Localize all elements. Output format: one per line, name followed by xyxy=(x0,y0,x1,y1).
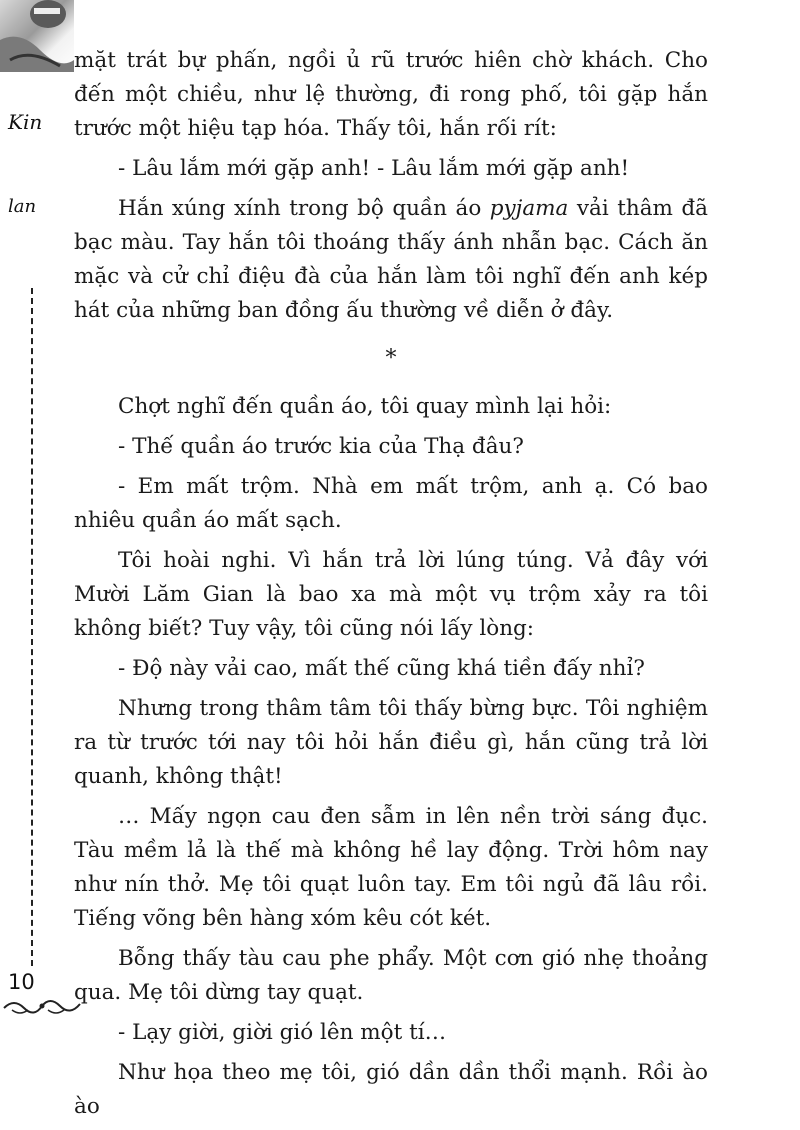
margin-note-2: lan xyxy=(8,196,37,217)
paragraph: - Thế quần áo trước kia của Thạ đâu? xyxy=(118,434,524,459)
paragraph: … Mấy ngọn cau đen sẫm in lên nền trời sáng đục. Tàu mềm lả là thế mà không hề lay động. Trời hôm nay như nín thở. Mẹ tôi quạt luôn tay. Em tôi ngủ đã lâu rồi. Tiếng võng bên hàng xóm kêu cót két. xyxy=(74,804,708,931)
page-number: 10 xyxy=(8,970,35,994)
paragraph: Bỗng thấy tàu cau phe phẩy. Một cơn gió nhẹ thoảng qua. Mẹ tôi dừng tay quạt. xyxy=(74,946,708,1005)
paragraph: Hắn xúng xính trong bộ quần áo pyjama vải thâm đã bạc màu. Tay hắn tôi thoáng thấy ánh nhẫn bạc. Cách ăn mặc và cử chỉ điệu đà của hắn làm tôi nghĩ đến anh kép hát của những ban đồng ấu thường về diễn ở đây. xyxy=(74,196,708,323)
italic-word: pyjama xyxy=(489,196,569,221)
corner-photo xyxy=(0,0,74,72)
paragraph: Như họa theo mẹ tôi, gió dần dần thổi mạnh. Rồi ào ào xyxy=(74,1060,708,1119)
paragraph: - Em mất trộm. Nhà em mất trộm, anh ạ. Có bao nhiêu quần áo mất sạch. xyxy=(74,474,708,533)
section-separator: * xyxy=(385,346,397,371)
paragraph: - Lâu lắm mới gặp anh! - Lâu lắm mới gặp anh! xyxy=(118,156,630,181)
paragraph: Nhưng trong thâm tâm tôi thấy bừng bực. Tôi nghiệm ra từ trước tới nay tôi hỏi hắn điều gì, hắn cũng trả lời quanh, không thật! xyxy=(74,696,708,789)
paragraph: Tôi hoài nghi. Vì hắn trả lời lúng túng. Vả đây với Mười Lăm Gian là bao xa mà một vụ trộm xảy ra tôi không biết? Tuy vậy, tôi cũng nói lấy lòng: xyxy=(74,548,708,641)
paragraph: mặt trát bự phấn, ngồi ủ rũ trước hiên chờ khách. Cho đến một chiều, như lệ thường, đi rong phố, tôi gặp hắn trước một hiệu tạp hóa. Thấy tôi, hắn rối rít: xyxy=(74,48,708,141)
paragraph: Chợt nghĩ đến quần áo, tôi quay mình lại hỏi: xyxy=(118,394,612,419)
body-text xyxy=(74,44,708,1130)
margin-dashed-line xyxy=(31,288,33,966)
paragraph: - Độ này vải cao, mất thế cũng khá tiền đấy nhỉ? xyxy=(118,656,645,681)
paragraph: - Lạy giời, giời gió lên một tí… xyxy=(118,1020,447,1045)
ornament-icon xyxy=(2,996,82,1022)
margin-note-1: Kin xyxy=(8,110,43,134)
